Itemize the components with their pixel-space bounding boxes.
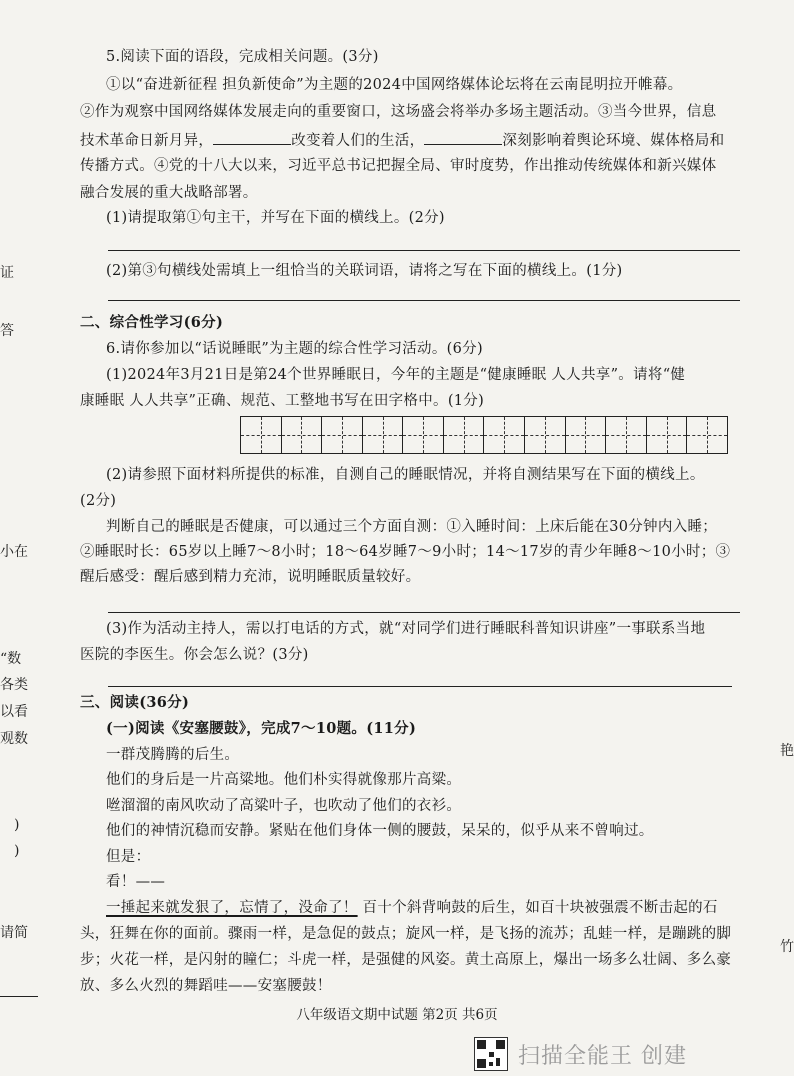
grid-cell[interactable] [403, 417, 444, 453]
q6-sub3-line: (3)作为活动主持人，需以打电话的方式，就“对同学们进行睡眠科普知识讲座”一事联系当地 [106, 621, 706, 637]
left-margin-fragment: 以看 [0, 704, 28, 720]
reading-line [106, 899, 718, 917]
q5-text: 改变着人们的生活， [291, 133, 425, 149]
q5-para-line: ②作为观察中国网络媒体发展走向的重要窗口，这场盛会将举办多场主题活动。③当今世界，信息 [80, 104, 717, 120]
q6-sub1-line: (1)2024年3月21日是第24个世界睡眠日，今年的主题是“健康睡眠 人人共享”。请将“健 [106, 367, 686, 383]
q5-para-line: ①以“奋进新征程 担负新使命”为主题的2024中国网络媒体论坛将在云南昆明拉开帷幕。 [106, 77, 683, 93]
left-margin-fragment: 证 [0, 265, 14, 281]
q5-para-line: 融合发展的重大战略部署。 [80, 185, 258, 201]
grid-cell[interactable] [322, 417, 363, 453]
q5-title: 5.阅读下面的语段，完成相关问题。(3分) [106, 49, 379, 65]
reading-line: 他们的身后是一片高粱地。他们朴实得就像那片高粱。 [106, 772, 462, 788]
grid-cell[interactable] [241, 417, 282, 453]
q6-title: 6.请你参加以“话说睡眠”为主题的综合性学习活动。(6分) [106, 341, 483, 357]
grid-cell[interactable] [687, 417, 727, 453]
q5-para-line: 传播方式。④党的十八大以来，习近平总书记把握全局、审时度势，作出推动传统媒体和新兴媒体 [80, 158, 717, 174]
reading-line: 一群茂腾腾的后生。 [106, 747, 240, 763]
reading-line: 但是： [106, 849, 151, 865]
grid-cell[interactable] [647, 417, 688, 453]
reading-line: 放、多么火烈的舞蹈哇——安塞腰鼓！ [80, 978, 332, 994]
q5-para-line [80, 130, 724, 150]
q5-sub1: (1)请提取第①句主干，并写在下面的横线上。(2分) [106, 210, 445, 226]
qr-code-icon [474, 1037, 508, 1071]
left-margin-fragment: 观数 [0, 731, 28, 747]
q6-sub3-line: 医院的李医生。你会怎么说？(3分) [80, 647, 309, 663]
material-line: 判断自己的睡眠是否健康，可以通过三个方面自测：①入睡时间：上床后能在30分钟内入睡； [106, 519, 718, 535]
answer-line[interactable] [108, 686, 732, 687]
reading-text: 百十个斜背响鼓的后生，如百十块被强震不断击起的石 [362, 900, 718, 916]
grid-cell[interactable] [566, 417, 607, 453]
q6-sub2-line: (2)请参照下面材料所提供的标准，自测自己的睡眠情况，并将自测结果写在下面的横线上。 [106, 467, 705, 483]
reading-line: 头，狂舞在你的面前。骤雨一样，是急促的鼓点；旋风一样，是飞扬的流苏；乱蛙一样，是蹦跳的脚 [80, 926, 732, 942]
reading-line: 步；火花一样，是闪射的瞳仁；斗虎一样，是强健的风姿。黄土高原上，爆出一场多么壮阔、多么豪 [80, 952, 732, 968]
q5-text: 技术革命日新月异， [80, 133, 214, 149]
left-margin-fragment: ) [14, 817, 20, 833]
reading-subheading: (一)阅读《安塞腰鼓》，完成7～10题。(11分) [106, 720, 417, 737]
section2-heading: 二、综合性学习(6分) [80, 314, 224, 331]
answer-line[interactable] [108, 612, 740, 613]
material-line: ②睡眠时长：65岁以上睡7～8小时；18～64岁睡7～9小时；14～17岁的青少年睡8～10小时；③ [80, 544, 731, 560]
left-margin-fragment: 小在 [0, 544, 28, 560]
answer-line[interactable] [108, 300, 740, 301]
answer-blank[interactable] [213, 130, 291, 145]
q5-text: 深刻影响着舆论环境、媒体格局和 [502, 133, 725, 149]
left-margin-fragment: ) [14, 843, 20, 859]
answer-line[interactable] [108, 250, 740, 251]
left-margin-fragment: 各类 [0, 677, 28, 693]
left-margin-fragment: 请简 [0, 925, 28, 941]
grid-cell[interactable] [444, 417, 485, 453]
left-margin-rule [0, 996, 38, 997]
page-footer: 八年级语文期中试题 第2页 共6页 [296, 1007, 498, 1023]
left-margin-fragment: 答 [0, 323, 14, 339]
tianzige-grid[interactable] [240, 416, 728, 454]
reading-line: 他们的神情沉稳而安静。紧贴在他们身体一侧的腰鼓，呆呆的，似乎从来不曾响过。 [106, 823, 654, 839]
q6-sub1-line: 康睡眠 人人共享”正确、规范、工整地书写在田字格中。(1分) [80, 393, 485, 409]
q5-sub2: (2)第③句横线处需填上一组恰当的关联词语，请将之写在下面的横线上。(1分) [106, 263, 623, 279]
reading-line: 咝溜溜的南风吹动了高粱叶子，也吹动了他们的衣衫。 [106, 798, 462, 814]
underlined-sentence: 一捶起来就发狠了，忘情了，没命了！ [106, 900, 358, 916]
watermark-text: 扫描全能王 创建 [518, 1043, 687, 1069]
right-margin-fragment: 艳 [780, 743, 794, 759]
material-line: 醒后感受：醒后感到精力充沛，说明睡眠质量较好。 [80, 569, 421, 585]
left-margin-fragment: “数 [0, 651, 22, 667]
grid-cell[interactable] [484, 417, 525, 453]
grid-cell[interactable] [606, 417, 647, 453]
answer-blank[interactable] [424, 130, 502, 145]
q6-sub2-line: (2分) [80, 493, 117, 509]
scanner-watermark [474, 1034, 687, 1074]
grid-cell[interactable] [525, 417, 566, 453]
reading-line: 看！—— [106, 874, 166, 890]
section3-heading: 三、阅读(36分) [80, 694, 190, 711]
right-margin-fragment: 竹 [780, 939, 794, 955]
grid-cell[interactable] [363, 417, 404, 453]
grid-cell[interactable] [282, 417, 323, 453]
